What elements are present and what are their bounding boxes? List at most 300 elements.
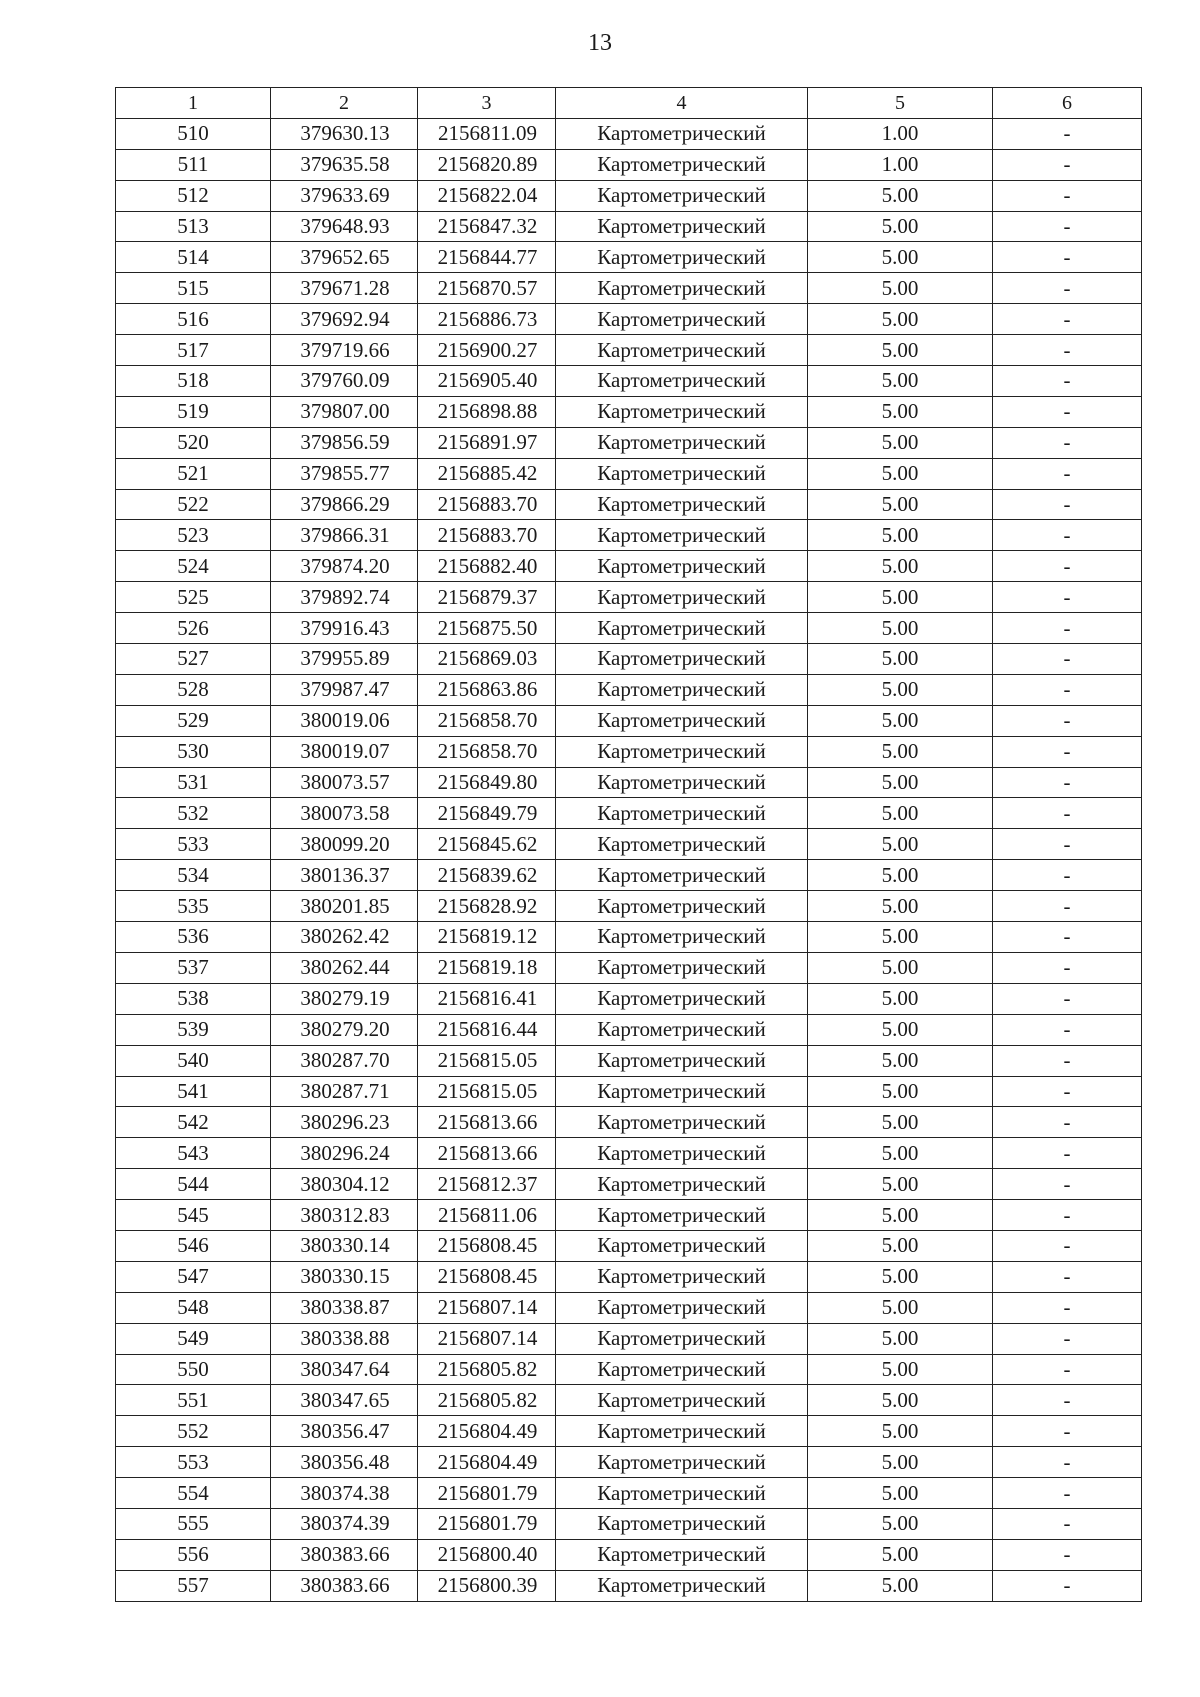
accuracy-cell: 5.00 bbox=[808, 798, 993, 829]
table-row bbox=[116, 1169, 1142, 1200]
table-row bbox=[116, 952, 1142, 983]
accuracy-cell: 1.00 bbox=[808, 118, 993, 149]
method-cell: Картометрический bbox=[556, 304, 808, 335]
column-header-3: 3 bbox=[418, 88, 556, 119]
accuracy-cell: 5.00 bbox=[808, 273, 993, 304]
accuracy-cell: 5.00 bbox=[808, 767, 993, 798]
table-row bbox=[116, 520, 1142, 551]
y-coordinate-cell: 2156800.39 bbox=[418, 1570, 556, 1601]
table-row bbox=[116, 118, 1142, 149]
method-cell: Картометрический bbox=[556, 1385, 808, 1416]
accuracy-cell: 5.00 bbox=[808, 1447, 993, 1478]
y-coordinate-cell: 2156900.27 bbox=[418, 335, 556, 366]
y-coordinate-cell: 2156807.14 bbox=[418, 1292, 556, 1323]
point-number-cell: 529 bbox=[116, 705, 271, 736]
table-row bbox=[116, 242, 1142, 273]
method-cell: Картометрический bbox=[556, 1076, 808, 1107]
table-row bbox=[116, 582, 1142, 613]
accuracy-cell: 5.00 bbox=[808, 1045, 993, 1076]
x-coordinate-cell: 380287.70 bbox=[271, 1045, 418, 1076]
point-number-cell: 523 bbox=[116, 520, 271, 551]
y-coordinate-cell: 2156804.49 bbox=[418, 1447, 556, 1478]
method-cell: Картометрический bbox=[556, 180, 808, 211]
y-coordinate-cell: 2156812.37 bbox=[418, 1169, 556, 1200]
note-cell: - bbox=[993, 1354, 1142, 1385]
x-coordinate-cell: 380262.44 bbox=[271, 952, 418, 983]
method-cell: Картометрический bbox=[556, 891, 808, 922]
y-coordinate-cell: 2156886.73 bbox=[418, 304, 556, 335]
point-number-cell: 539 bbox=[116, 1014, 271, 1045]
x-coordinate-cell: 379633.69 bbox=[271, 180, 418, 211]
accuracy-cell: 5.00 bbox=[808, 1169, 993, 1200]
point-number-cell: 534 bbox=[116, 860, 271, 891]
note-cell: - bbox=[993, 952, 1142, 983]
y-coordinate-cell: 2156891.97 bbox=[418, 427, 556, 458]
point-number-cell: 547 bbox=[116, 1261, 271, 1292]
x-coordinate-cell: 380347.65 bbox=[271, 1385, 418, 1416]
accuracy-cell: 5.00 bbox=[808, 551, 993, 582]
method-cell: Картометрический bbox=[556, 335, 808, 366]
accuracy-cell: 5.00 bbox=[808, 644, 993, 675]
y-coordinate-cell: 2156813.66 bbox=[418, 1138, 556, 1169]
table-row bbox=[116, 1292, 1142, 1323]
point-number-cell: 513 bbox=[116, 211, 271, 242]
method-cell: Картометрический bbox=[556, 551, 808, 582]
point-number-cell: 550 bbox=[116, 1354, 271, 1385]
table-row bbox=[116, 1138, 1142, 1169]
x-coordinate-cell: 380356.47 bbox=[271, 1416, 418, 1447]
table-row bbox=[116, 366, 1142, 397]
method-cell: Картометрический bbox=[556, 242, 808, 273]
y-coordinate-cell: 2156816.41 bbox=[418, 983, 556, 1014]
point-number-cell: 535 bbox=[116, 891, 271, 922]
method-cell: Картометрический bbox=[556, 1292, 808, 1323]
accuracy-cell: 5.00 bbox=[808, 1107, 993, 1138]
column-header-6: 6 bbox=[993, 88, 1142, 119]
method-cell: Картометрический bbox=[556, 273, 808, 304]
column-header-1: 1 bbox=[116, 88, 271, 119]
x-coordinate-cell: 380304.12 bbox=[271, 1169, 418, 1200]
note-cell: - bbox=[993, 983, 1142, 1014]
x-coordinate-cell: 379807.00 bbox=[271, 396, 418, 427]
x-coordinate-cell: 379648.93 bbox=[271, 211, 418, 242]
note-cell: - bbox=[993, 922, 1142, 953]
note-cell: - bbox=[993, 335, 1142, 366]
y-coordinate-cell: 2156869.03 bbox=[418, 644, 556, 675]
accuracy-cell: 5.00 bbox=[808, 922, 993, 953]
note-cell: - bbox=[993, 736, 1142, 767]
method-cell: Картометрический bbox=[556, 644, 808, 675]
point-number-cell: 548 bbox=[116, 1292, 271, 1323]
table-row bbox=[116, 613, 1142, 644]
x-coordinate-cell: 380383.66 bbox=[271, 1539, 418, 1570]
note-cell: - bbox=[993, 891, 1142, 922]
table-row bbox=[116, 1416, 1142, 1447]
x-coordinate-cell: 379855.77 bbox=[271, 458, 418, 489]
accuracy-cell: 5.00 bbox=[808, 582, 993, 613]
x-coordinate-cell: 379987.47 bbox=[271, 674, 418, 705]
note-cell: - bbox=[993, 860, 1142, 891]
accuracy-cell: 5.00 bbox=[808, 952, 993, 983]
point-number-cell: 527 bbox=[116, 644, 271, 675]
accuracy-cell: 5.00 bbox=[808, 1261, 993, 1292]
y-coordinate-cell: 2156849.80 bbox=[418, 767, 556, 798]
y-coordinate-cell: 2156883.70 bbox=[418, 489, 556, 520]
x-coordinate-cell: 379856.59 bbox=[271, 427, 418, 458]
method-cell: Картометрический bbox=[556, 118, 808, 149]
note-cell: - bbox=[993, 1478, 1142, 1509]
note-cell: - bbox=[993, 705, 1142, 736]
accuracy-cell: 5.00 bbox=[808, 180, 993, 211]
accuracy-cell: 5.00 bbox=[808, 1292, 993, 1323]
point-number-cell: 528 bbox=[116, 674, 271, 705]
point-number-cell: 532 bbox=[116, 798, 271, 829]
method-cell: Картометрический bbox=[556, 952, 808, 983]
method-cell: Картометрический bbox=[556, 427, 808, 458]
method-cell: Картометрический bbox=[556, 1416, 808, 1447]
point-number-cell: 549 bbox=[116, 1323, 271, 1354]
method-cell: Картометрический bbox=[556, 613, 808, 644]
x-coordinate-cell: 380073.57 bbox=[271, 767, 418, 798]
point-number-cell: 546 bbox=[116, 1230, 271, 1261]
y-coordinate-cell: 2156879.37 bbox=[418, 582, 556, 613]
accuracy-cell: 5.00 bbox=[808, 1570, 993, 1601]
method-cell: Картометрический bbox=[556, 520, 808, 551]
column-header-2: 2 bbox=[271, 88, 418, 119]
accuracy-cell: 5.00 bbox=[808, 1014, 993, 1045]
y-coordinate-cell: 2156816.44 bbox=[418, 1014, 556, 1045]
accuracy-cell: 5.00 bbox=[808, 304, 993, 335]
note-cell: - bbox=[993, 304, 1142, 335]
method-cell: Картометрический bbox=[556, 1169, 808, 1200]
method-cell: Картометрический bbox=[556, 1539, 808, 1570]
point-number-cell: 512 bbox=[116, 180, 271, 211]
point-number-cell: 540 bbox=[116, 1045, 271, 1076]
accuracy-cell: 5.00 bbox=[808, 1478, 993, 1509]
point-number-cell: 526 bbox=[116, 613, 271, 644]
note-cell: - bbox=[993, 1045, 1142, 1076]
note-cell: - bbox=[993, 582, 1142, 613]
table-row bbox=[116, 1200, 1142, 1231]
y-coordinate-cell: 2156822.04 bbox=[418, 180, 556, 211]
table-row bbox=[116, 1014, 1142, 1045]
method-cell: Картометрический bbox=[556, 1323, 808, 1354]
x-coordinate-cell: 379719.66 bbox=[271, 335, 418, 366]
note-cell: - bbox=[993, 396, 1142, 427]
x-coordinate-cell: 380330.15 bbox=[271, 1261, 418, 1292]
x-coordinate-cell: 379635.58 bbox=[271, 149, 418, 180]
table-row bbox=[116, 644, 1142, 675]
coordinates-table bbox=[115, 87, 1142, 1602]
method-cell: Картометрический bbox=[556, 1200, 808, 1231]
table-row bbox=[116, 427, 1142, 458]
x-coordinate-cell: 379652.65 bbox=[271, 242, 418, 273]
accuracy-cell: 5.00 bbox=[808, 1200, 993, 1231]
x-coordinate-cell: 379692.94 bbox=[271, 304, 418, 335]
x-coordinate-cell: 379955.89 bbox=[271, 644, 418, 675]
table-row bbox=[116, 1076, 1142, 1107]
x-coordinate-cell: 380356.48 bbox=[271, 1447, 418, 1478]
table-row bbox=[116, 211, 1142, 242]
y-coordinate-cell: 2156804.49 bbox=[418, 1416, 556, 1447]
point-number-cell: 537 bbox=[116, 952, 271, 983]
x-coordinate-cell: 380330.14 bbox=[271, 1230, 418, 1261]
method-cell: Картометрический bbox=[556, 396, 808, 427]
accuracy-cell: 5.00 bbox=[808, 829, 993, 860]
point-number-cell: 552 bbox=[116, 1416, 271, 1447]
y-coordinate-cell: 2156882.40 bbox=[418, 551, 556, 582]
accuracy-cell: 5.00 bbox=[808, 489, 993, 520]
y-coordinate-cell: 2156828.92 bbox=[418, 891, 556, 922]
point-number-cell: 525 bbox=[116, 582, 271, 613]
table-row bbox=[116, 1539, 1142, 1570]
note-cell: - bbox=[993, 674, 1142, 705]
note-cell: - bbox=[993, 211, 1142, 242]
note-cell: - bbox=[993, 1200, 1142, 1231]
method-cell: Картометрический bbox=[556, 767, 808, 798]
accuracy-cell: 5.00 bbox=[808, 983, 993, 1014]
x-coordinate-cell: 379866.31 bbox=[271, 520, 418, 551]
point-number-cell: 517 bbox=[116, 335, 271, 366]
method-cell: Картометрический bbox=[556, 1261, 808, 1292]
point-number-cell: 551 bbox=[116, 1385, 271, 1416]
accuracy-cell: 5.00 bbox=[808, 335, 993, 366]
table-row bbox=[116, 705, 1142, 736]
note-cell: - bbox=[993, 1076, 1142, 1107]
x-coordinate-cell: 380374.39 bbox=[271, 1508, 418, 1539]
accuracy-cell: 5.00 bbox=[808, 458, 993, 489]
table-row bbox=[116, 1508, 1142, 1539]
method-cell: Картометрический bbox=[556, 366, 808, 397]
note-cell: - bbox=[993, 551, 1142, 582]
x-coordinate-cell: 380296.23 bbox=[271, 1107, 418, 1138]
method-cell: Картометрический bbox=[556, 798, 808, 829]
note-cell: - bbox=[993, 1261, 1142, 1292]
table-row bbox=[116, 1478, 1142, 1509]
table-row bbox=[116, 1045, 1142, 1076]
point-number-cell: 514 bbox=[116, 242, 271, 273]
y-coordinate-cell: 2156808.45 bbox=[418, 1230, 556, 1261]
y-coordinate-cell: 2156815.05 bbox=[418, 1076, 556, 1107]
x-coordinate-cell: 380019.06 bbox=[271, 705, 418, 736]
table-row bbox=[116, 149, 1142, 180]
note-cell: - bbox=[993, 767, 1142, 798]
x-coordinate-cell: 379874.20 bbox=[271, 551, 418, 582]
note-cell: - bbox=[993, 613, 1142, 644]
accuracy-cell: 5.00 bbox=[808, 1076, 993, 1107]
note-cell: - bbox=[993, 1539, 1142, 1570]
note-cell: - bbox=[993, 118, 1142, 149]
table-row bbox=[116, 1447, 1142, 1478]
table-row bbox=[116, 489, 1142, 520]
y-coordinate-cell: 2156800.40 bbox=[418, 1539, 556, 1570]
point-number-cell: 516 bbox=[116, 304, 271, 335]
accuracy-cell: 5.00 bbox=[808, 520, 993, 551]
y-coordinate-cell: 2156845.62 bbox=[418, 829, 556, 860]
accuracy-cell: 5.00 bbox=[808, 1354, 993, 1385]
y-coordinate-cell: 2156805.82 bbox=[418, 1354, 556, 1385]
x-coordinate-cell: 380296.24 bbox=[271, 1138, 418, 1169]
y-coordinate-cell: 2156849.79 bbox=[418, 798, 556, 829]
table-row bbox=[116, 1385, 1142, 1416]
note-cell: - bbox=[993, 1323, 1142, 1354]
y-coordinate-cell: 2156815.05 bbox=[418, 1045, 556, 1076]
table-row bbox=[116, 551, 1142, 582]
method-cell: Картометрический bbox=[556, 922, 808, 953]
table-row bbox=[116, 1570, 1142, 1601]
table-row bbox=[116, 829, 1142, 860]
table-row bbox=[116, 304, 1142, 335]
table-row bbox=[116, 736, 1142, 767]
column-header-5: 5 bbox=[808, 88, 993, 119]
x-coordinate-cell: 380338.87 bbox=[271, 1292, 418, 1323]
y-coordinate-cell: 2156819.12 bbox=[418, 922, 556, 953]
y-coordinate-cell: 2156820.89 bbox=[418, 149, 556, 180]
x-coordinate-cell: 380136.37 bbox=[271, 860, 418, 891]
point-number-cell: 515 bbox=[116, 273, 271, 304]
y-coordinate-cell: 2156847.32 bbox=[418, 211, 556, 242]
table-row bbox=[116, 1323, 1142, 1354]
x-coordinate-cell: 380287.71 bbox=[271, 1076, 418, 1107]
table-row bbox=[116, 983, 1142, 1014]
method-cell: Картометрический bbox=[556, 674, 808, 705]
accuracy-cell: 5.00 bbox=[808, 427, 993, 458]
method-cell: Картометрический bbox=[556, 860, 808, 891]
y-coordinate-cell: 2156807.14 bbox=[418, 1323, 556, 1354]
method-cell: Картометрический bbox=[556, 582, 808, 613]
point-number-cell: 543 bbox=[116, 1138, 271, 1169]
table-row bbox=[116, 1230, 1142, 1261]
y-coordinate-cell: 2156811.09 bbox=[418, 118, 556, 149]
point-number-cell: 536 bbox=[116, 922, 271, 953]
accuracy-cell: 5.00 bbox=[808, 1230, 993, 1261]
y-coordinate-cell: 2156898.88 bbox=[418, 396, 556, 427]
y-coordinate-cell: 2156905.40 bbox=[418, 366, 556, 397]
note-cell: - bbox=[993, 427, 1142, 458]
point-number-cell: 521 bbox=[116, 458, 271, 489]
y-coordinate-cell: 2156858.70 bbox=[418, 736, 556, 767]
method-cell: Картометрический bbox=[556, 829, 808, 860]
note-cell: - bbox=[993, 798, 1142, 829]
accuracy-cell: 5.00 bbox=[808, 674, 993, 705]
accuracy-cell: 5.00 bbox=[808, 613, 993, 644]
method-cell: Картометрический bbox=[556, 211, 808, 242]
table-row bbox=[116, 798, 1142, 829]
point-number-cell: 553 bbox=[116, 1447, 271, 1478]
point-number-cell: 519 bbox=[116, 396, 271, 427]
y-coordinate-cell: 2156839.62 bbox=[418, 860, 556, 891]
point-number-cell: 556 bbox=[116, 1539, 271, 1570]
method-cell: Картометрический bbox=[556, 458, 808, 489]
note-cell: - bbox=[993, 149, 1142, 180]
x-coordinate-cell: 380338.88 bbox=[271, 1323, 418, 1354]
method-cell: Картометрический bbox=[556, 1230, 808, 1261]
y-coordinate-cell: 2156863.86 bbox=[418, 674, 556, 705]
accuracy-cell: 5.00 bbox=[808, 1138, 993, 1169]
note-cell: - bbox=[993, 458, 1142, 489]
table-row bbox=[116, 458, 1142, 489]
table-row bbox=[116, 1107, 1142, 1138]
method-cell: Картометрический bbox=[556, 489, 808, 520]
method-cell: Картометрический bbox=[556, 736, 808, 767]
note-cell: - bbox=[993, 180, 1142, 211]
x-coordinate-cell: 380262.42 bbox=[271, 922, 418, 953]
note-cell: - bbox=[993, 1447, 1142, 1478]
accuracy-cell: 5.00 bbox=[808, 211, 993, 242]
y-coordinate-cell: 2156801.79 bbox=[418, 1478, 556, 1509]
x-coordinate-cell: 379866.29 bbox=[271, 489, 418, 520]
table-row bbox=[116, 1354, 1142, 1385]
table-row bbox=[116, 335, 1142, 366]
accuracy-cell: 5.00 bbox=[808, 1323, 993, 1354]
y-coordinate-cell: 2156813.66 bbox=[418, 1107, 556, 1138]
x-coordinate-cell: 380279.19 bbox=[271, 983, 418, 1014]
note-cell: - bbox=[993, 366, 1142, 397]
point-number-cell: 544 bbox=[116, 1169, 271, 1200]
method-cell: Картометрический bbox=[556, 1508, 808, 1539]
method-cell: Картометрический bbox=[556, 1478, 808, 1509]
table-row bbox=[116, 860, 1142, 891]
column-header-4: 4 bbox=[556, 88, 808, 119]
method-cell: Картометрический bbox=[556, 983, 808, 1014]
method-cell: Картометрический bbox=[556, 1354, 808, 1385]
accuracy-cell: 5.00 bbox=[808, 242, 993, 273]
accuracy-cell: 1.00 bbox=[808, 149, 993, 180]
note-cell: - bbox=[993, 1385, 1142, 1416]
point-number-cell: 557 bbox=[116, 1570, 271, 1601]
table-row bbox=[116, 922, 1142, 953]
x-coordinate-cell: 380201.85 bbox=[271, 891, 418, 922]
point-number-cell: 511 bbox=[116, 149, 271, 180]
note-cell: - bbox=[993, 829, 1142, 860]
y-coordinate-cell: 2156870.57 bbox=[418, 273, 556, 304]
table-row bbox=[116, 767, 1142, 798]
point-number-cell: 538 bbox=[116, 983, 271, 1014]
method-cell: Картометрический bbox=[556, 1138, 808, 1169]
point-number-cell: 533 bbox=[116, 829, 271, 860]
note-cell: - bbox=[993, 273, 1142, 304]
accuracy-cell: 5.00 bbox=[808, 736, 993, 767]
point-number-cell: 530 bbox=[116, 736, 271, 767]
y-coordinate-cell: 2156858.70 bbox=[418, 705, 556, 736]
method-cell: Картометрический bbox=[556, 149, 808, 180]
accuracy-cell: 5.00 bbox=[808, 1539, 993, 1570]
table-row bbox=[116, 674, 1142, 705]
x-coordinate-cell: 380099.20 bbox=[271, 829, 418, 860]
table-row bbox=[116, 1261, 1142, 1292]
x-coordinate-cell: 379892.74 bbox=[271, 582, 418, 613]
accuracy-cell: 5.00 bbox=[808, 891, 993, 922]
point-number-cell: 545 bbox=[116, 1200, 271, 1231]
note-cell: - bbox=[993, 1169, 1142, 1200]
note-cell: - bbox=[993, 644, 1142, 675]
point-number-cell: 510 bbox=[116, 118, 271, 149]
point-number-cell: 518 bbox=[116, 366, 271, 397]
x-coordinate-cell: 380374.38 bbox=[271, 1478, 418, 1509]
point-number-cell: 531 bbox=[116, 767, 271, 798]
table-body bbox=[116, 88, 1142, 1602]
note-cell: - bbox=[993, 489, 1142, 520]
method-cell: Картометрический bbox=[556, 1045, 808, 1076]
accuracy-cell: 5.00 bbox=[808, 366, 993, 397]
table-row bbox=[116, 180, 1142, 211]
point-number-cell: 542 bbox=[116, 1107, 271, 1138]
x-coordinate-cell: 379630.13 bbox=[271, 118, 418, 149]
accuracy-cell: 5.00 bbox=[808, 1508, 993, 1539]
accuracy-cell: 5.00 bbox=[808, 705, 993, 736]
table-row bbox=[116, 396, 1142, 427]
table-header-row bbox=[116, 88, 1142, 119]
